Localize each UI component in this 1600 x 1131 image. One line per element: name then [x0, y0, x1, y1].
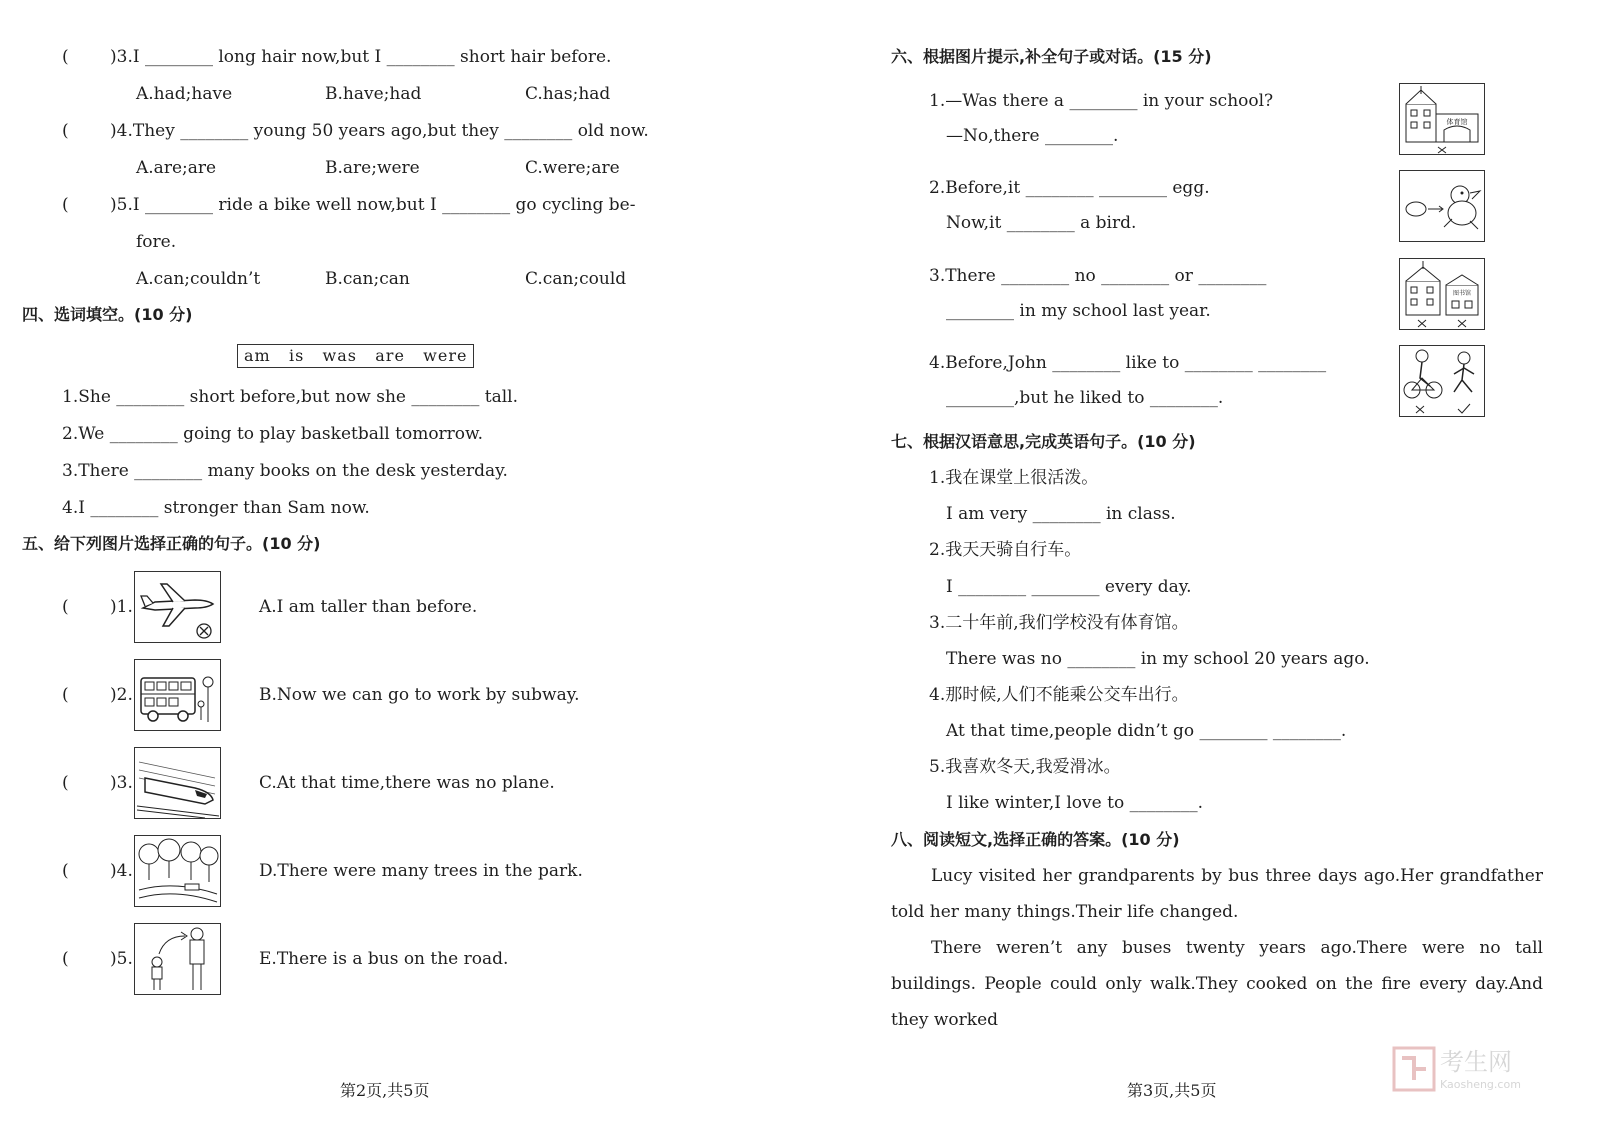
option-c: C.can;could [525, 269, 627, 289]
fill-item-1: 1.She ________ short before,but now she ________ tall. [62, 387, 519, 407]
option-b-sentence: B.Now we can go to work by subway. [259, 685, 580, 705]
bus-icon [134, 659, 221, 731]
egg-to-bird-icon [1399, 170, 1485, 242]
park-trees-icon [134, 835, 221, 907]
right-page [800, 0, 1600, 1131]
s6-line-8: ________,but he liked to ________. [946, 388, 1224, 408]
s7-line-3: 2.我天天骑自行车。 [929, 540, 1082, 560]
option-d-sentence: D.There were many trees in the park. [259, 861, 583, 881]
item-number: )3. [110, 773, 133, 793]
s6-line-4: Now,it ________ a bird. [946, 213, 1137, 233]
option-a: A.had;have [136, 84, 233, 104]
answer-paren[interactable]: ( [62, 685, 69, 705]
item-number: )5. [110, 949, 133, 969]
s6-line-2: —No,there ________. [946, 126, 1119, 146]
question-4: )4.They ________ young 50 years ago,but they ________ old now. [110, 121, 649, 141]
option-e-sentence: E.There is a bus on the road. [259, 949, 509, 969]
library-sign-text: 图书馆 [1452, 290, 1472, 297]
fill-item-3: 3.There ________ many books on the desk yesterday. [62, 461, 508, 481]
page-footer: 第2页,共5页 [340, 1081, 430, 1100]
option-c: C.were;are [525, 158, 620, 178]
fill-item-2: 2.We ________ going to play basketball tomorrow. [62, 424, 483, 444]
option-a-sentence: A.I am taller than before. [259, 597, 478, 617]
option-b: B.can;can [325, 269, 410, 289]
gym-crossed-icon [1399, 83, 1485, 155]
s7-line-1: 1.我在课堂上很活泼。 [929, 468, 1099, 488]
s7-line-9: 5.我喜欢冬天,我爱滑冰。 [929, 757, 1121, 777]
answer-paren[interactable]: ( [62, 949, 69, 969]
option-b: B.have;had [325, 84, 422, 104]
word-bank-box: am is was are were [237, 344, 474, 368]
answer-paren[interactable]: ( [62, 861, 69, 881]
option-b: B.are;were [325, 158, 420, 178]
section-6-heading: 六、根据图片提示,补全句子或对话。(15 分) [891, 47, 1212, 66]
item-number: )2. [110, 685, 133, 705]
s6-line-7: 4.Before,John ________ like to ________ ________ [929, 353, 1327, 373]
s7-line-5: 3.二十年前,我们学校没有体育馆。 [929, 613, 1189, 633]
fill-item-4: 4.I ________ stronger than Sam now. [62, 498, 370, 518]
option-a: A.are;are [136, 158, 217, 178]
child-and-adult-icon [134, 923, 221, 995]
option-a: A.can;couldn’t [136, 269, 261, 289]
section-4-heading: 四、选词填空。(10 分) [22, 305, 193, 324]
s7-line-7: 4.那时候,人们不能乘公交车出行。 [929, 685, 1189, 705]
section-5-heading: 五、给下列图片选择正确的句子。(10 分) [22, 534, 321, 553]
answer-paren[interactable]: ( [62, 121, 69, 141]
watermark [1392, 1044, 1552, 1094]
question-5: )5.I ________ ride a bike well now,but I ________ go cycling be- [110, 195, 636, 215]
item-number: )1. [110, 597, 133, 617]
s6-line-6: ________ in my school last year. [946, 301, 1211, 321]
question-5-continued: fore. [136, 232, 177, 252]
s7-line-6: There was no ________ in my school 20 years ago. [946, 649, 1370, 669]
buildings-crossed-icon [1399, 258, 1485, 330]
s7-line-10: I like winter,I love to ________. [946, 793, 1203, 813]
answer-paren[interactable]: ( [62, 195, 69, 215]
answer-paren[interactable]: ( [62, 47, 69, 67]
option-c: C.has;had [525, 84, 611, 104]
cycling-running-icon [1399, 345, 1485, 417]
train-icon [134, 747, 221, 819]
s7-line-8: At that time,people didn’t go ________ ________. [946, 721, 1347, 741]
passage-paragraph-1: Lucy visited her grandparents by bus three days ago.Her grandfather told her many things.Their life changed. [891, 866, 1543, 922]
s6-line-3: 2.Before,it ________ ________ egg. [929, 178, 1210, 198]
watermark-en: Kaosheng.com [1440, 1078, 1521, 1091]
answer-paren[interactable]: ( [62, 597, 69, 617]
watermark-cn: 考生网 [1440, 1048, 1512, 1076]
section-7-heading: 七、根据汉语意思,完成英语句子。(10 分) [891, 432, 1196, 451]
item-number: )4. [110, 861, 133, 881]
option-c-sentence: C.At that time,there was no plane. [259, 773, 555, 793]
passage-paragraph-2: There weren’t any buses twenty years ago.There were no tall buildings. People could only walk.They cooked on the fire every day.And they worked [891, 938, 1543, 1030]
page-footer: 第3页,共5页 [1127, 1081, 1217, 1100]
s7-line-4: I ________ ________ every day. [946, 577, 1192, 597]
question-3: )3.I ________ long hair now,but I ________ short hair before. [110, 47, 612, 67]
answer-paren[interactable]: ( [62, 773, 69, 793]
s7-line-2: I am very ________ in class. [946, 504, 1176, 524]
gym-sign-text: 体育馆 [1446, 118, 1468, 126]
section-8-heading: 八、阅读短文,选择正确的答案。(10 分) [891, 830, 1180, 849]
airplane-crossed-icon [134, 571, 221, 643]
s6-line-1: 1.—Was there a ________ in your school? [929, 91, 1274, 111]
s6-line-5: 3.There ________ no ________ or ________ [929, 266, 1267, 286]
